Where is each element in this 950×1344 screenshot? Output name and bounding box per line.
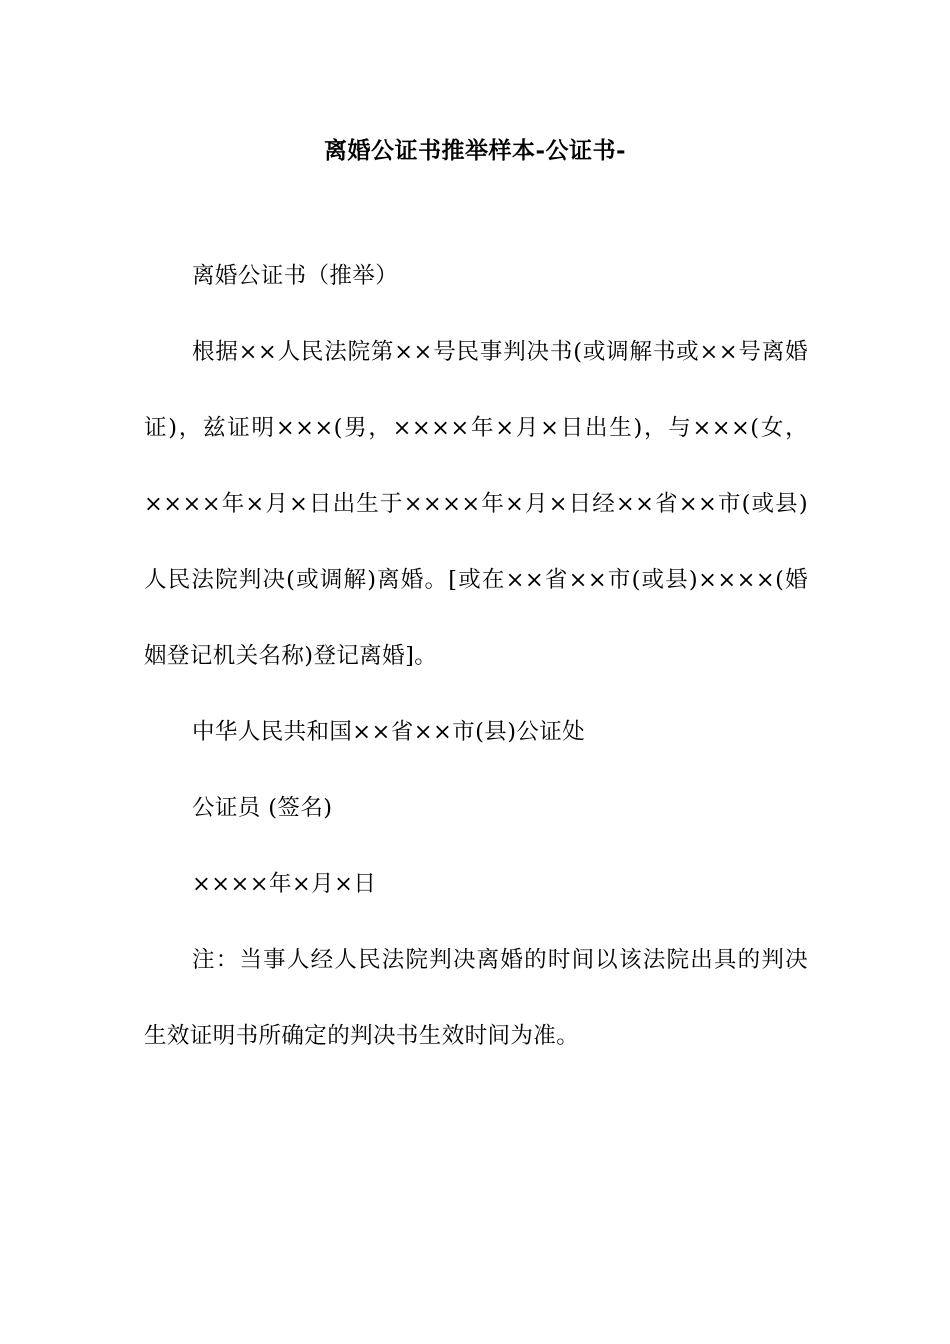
document-body [144,238,808,1074]
document-heading: 离婚公证书（推举） [192,263,399,289]
issuer-line: 中华人民共和国××省××市(县)公证处 [192,719,586,745]
date-line: ××××年×月×日 [192,871,377,897]
document-title: 离婚公证书推举样本-公证书- [323,137,627,164]
certificate-paragraph: 根据××人民法院第××号民事判决书(或调解书或××号离婚证)，兹证明×××(男，××××年×月×日出生)，与×××(女，××××年×月×日出生于××××年×月×日经××省××市(或县)人民法院判决(或调解)离婚。[或在××省××市(或县)××××(婚姻登记机关名称)登记离婚]。 [144,339,808,669]
note-paragraph: 注：当事人经人民法院判决离婚的时间以该法院出具的判决生效证明书所确定的判决书生效时间为准。 [144,947,808,1049]
notary-signature-line: 公证员 (签名) [192,795,333,821]
